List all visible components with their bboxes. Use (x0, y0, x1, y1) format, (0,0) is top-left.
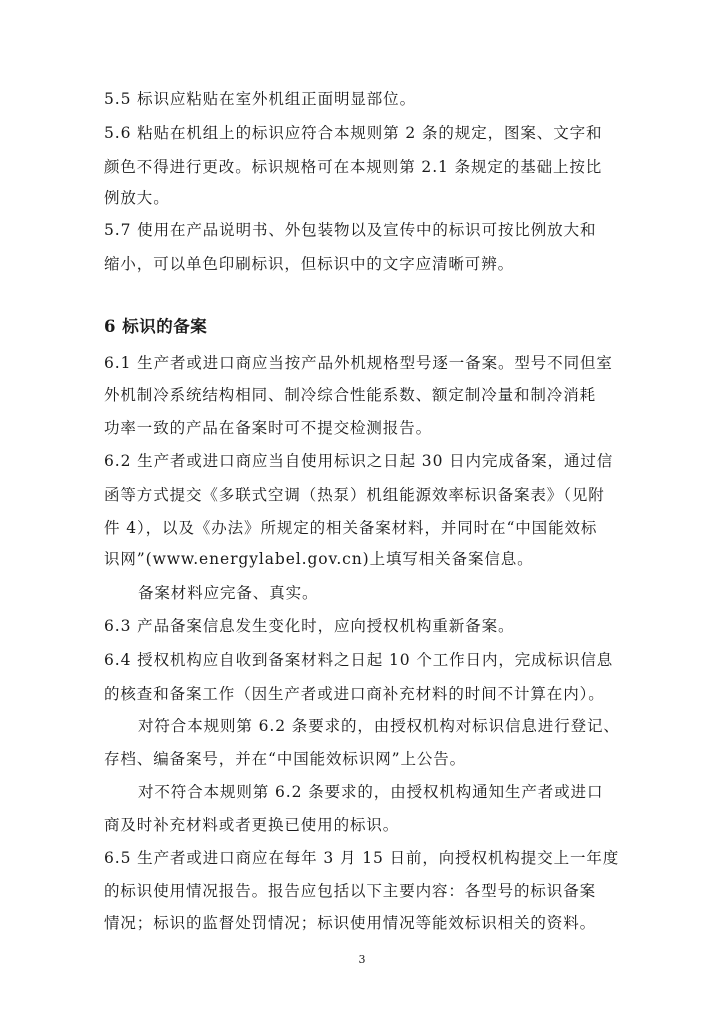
text-line: 6.4 授权机构应自收到备案材料之日起 10 个工作日内，完成标识信息 (104, 651, 614, 669)
text-line: 6.3 产品备案信息发生变化时，应向授权机构重新备案。 (104, 617, 515, 635)
text-line: 的标识使用情况报告。报告应包括以下主要内容：各型号的标识备案 (104, 882, 597, 900)
text-line: 5.7 使用在产品说明书、外包装物以及宣传中的标识可按比例放大和 (104, 221, 597, 239)
page-number: 3 (358, 953, 366, 966)
text-line: 备案材料应完备、真实。 (138, 584, 319, 602)
text-line: 件 4），以及《办法》所规定的相关备案材料，并同时在“中国能效标 (104, 519, 598, 537)
text-line: 对符合本规则第 6.2 条要求的，由授权机构对标识信息进行登记、 (138, 717, 620, 735)
section-heading: 6 标识的备案 (104, 317, 208, 336)
text-line: 识网”(www.energylabel.gov.cn)上填写相关备案信息。 (104, 550, 534, 568)
text-line: 函等方式提交《多联式空调（热泵）机组能源效率标识备案表》（见附 (104, 486, 605, 504)
text-line: 5.5 标识应粘贴在室外机组正面明显部位。 (104, 90, 416, 108)
text-line: 例放大。 (104, 189, 170, 207)
text-line: 5.6 粘贴在机组上的标识应符合本规则第 2 条的规定，图案、文字和 (104, 124, 603, 142)
text-line: 缩小，可以单色印刷标识，但标识中的文字应清晰可辨。 (104, 255, 515, 273)
text-line: 商及时补充材料或者更换已使用的标识。 (104, 816, 400, 834)
text-line: 外机制冷系统结构相同、制冷综合性能系数、额定制冷量和制冷消耗 (104, 386, 597, 404)
text-line: 功率一致的产品在备案时可不提交检测报告。 (104, 419, 433, 437)
text-line: 6.1 生产者或进口商应当按产品外机规格型号逐一备案。型号不同但室 (104, 354, 613, 372)
text-line: 6.2 生产者或进口商应当自使用标识之日起 30 日内完成备案，通过信 (104, 452, 614, 470)
text-line: 颜色不得进行更改。标识规格可在本规则第 2.1 条规定的基础上按比 (104, 158, 603, 176)
text-line: 存档、编备案号，并在“中国能效标识网”上公告。 (104, 750, 467, 768)
text-line: 情况；标识的监督处罚情况；标识使用情况等能效标识相关的资料。 (104, 914, 597, 932)
text-line: 的核查和备案工作（因生产者或进口商补充材料的时间不计算在内）。 (104, 685, 605, 703)
text-line: 6.5 生产者或进口商应在每年 3 月 15 日前，向授权机构提交上一年度 (104, 849, 620, 867)
text-line: 对不符合本规则第 6.2 条要求的，由授权机构通知生产者或进口 (138, 783, 604, 801)
